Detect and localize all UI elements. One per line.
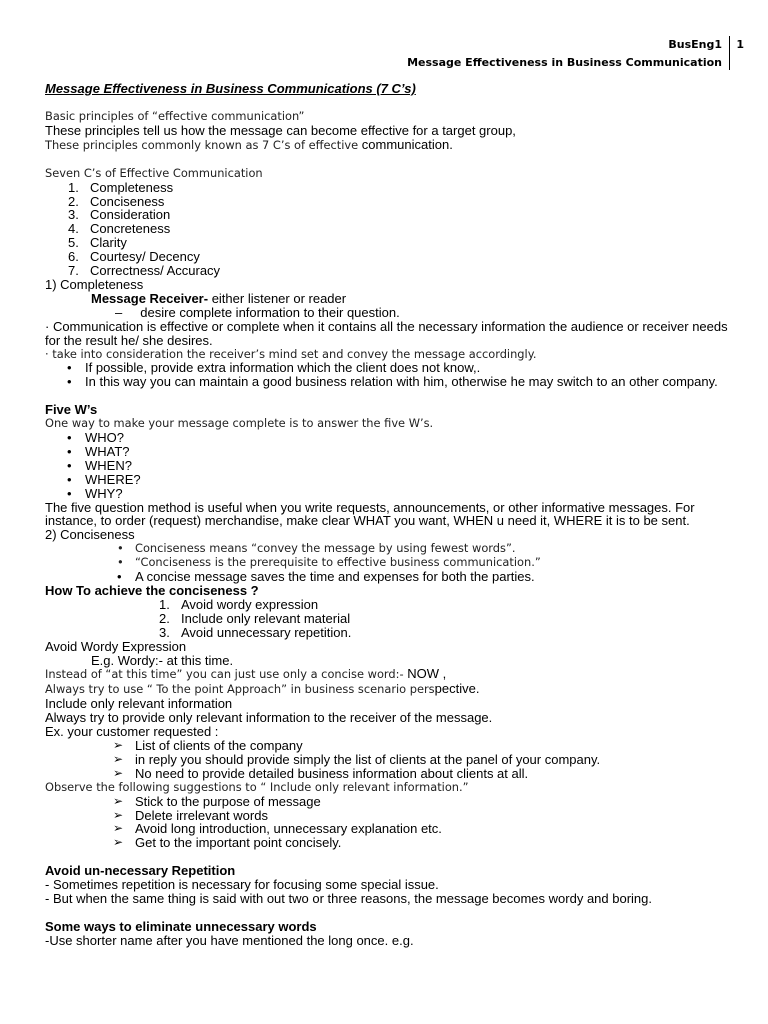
intro-line-2	[45, 138, 735, 153]
ex-list	[45, 739, 735, 781]
effective-para: · Communication is effective or complete when it contains all the necessary information the audience or receiver needs for the result he/ she desires.	[45, 318, 728, 348]
list-item: 2. Conciseness	[68, 193, 165, 209]
conciseness-heading: 2) Conciseness	[45, 527, 135, 543]
list-item: • WHY?	[85, 487, 735, 501]
list-item: 3. Consideration	[68, 207, 171, 223]
list-item: ➢ in reply you should provide simply the list of clients at the panel of your company.	[135, 753, 735, 767]
conciseness-bullets	[45, 542, 735, 584]
header-course: BusEng1	[668, 38, 722, 51]
list-item: • In this way you can maintain a good business relation with him, otherwise he may switch to an other company.	[85, 375, 735, 389]
how-heading: How To achieve the conciseness ?	[45, 583, 259, 598]
intro-line-2b: communication.	[358, 136, 453, 152]
include-heading: Include only relevant information	[45, 696, 233, 712]
list-item: ➢ Avoid long introduction, unnecessary explanation etc.	[135, 822, 735, 836]
intro-line-1: These principles tell us how the message can become effective for a target group,	[45, 122, 516, 138]
message-receiver: Message Receiver- either listener or reader	[91, 290, 347, 306]
document-title: Message Effectiveness in Business Communications (7 C’s)	[45, 81, 416, 96]
list-item: ➢ Delete irrelevant words	[135, 809, 735, 823]
list-item: 3. Avoid unnecessary repetition.	[159, 624, 352, 640]
five-ws-para: The five question method is useful when you write requests, announcements, or other informative messages. For instance, to order (request) merchandise, make clear WHAT you want, WHEN u need it, WHERE it is to be sent.	[45, 499, 695, 529]
list-item: ➢ No need to provide detailed business information about clients at all.	[135, 767, 735, 781]
list-item: 4. Concreteness	[68, 221, 171, 237]
list-item: • “Conciseness is the prerequisite to effective business communication.”	[135, 556, 735, 570]
repetition-line-1: - Sometimes repetition is necessary for focusing some special issue.	[45, 877, 439, 893]
list-item: • WHERE?	[85, 473, 735, 487]
list-item: ➢ Get to the important point concisely.	[135, 836, 735, 850]
list-item: ➢ Stick to the purpose of message	[135, 795, 735, 809]
include-para: Always try to provide only relevant information to the receiver of the message.	[45, 710, 493, 726]
list-item: • Conciseness means “convey the message by using fewest words”.	[135, 542, 735, 556]
avoid-wordy-heading: Avoid Wordy Expression	[45, 638, 187, 654]
eliminate-line-1: -Use shorter name after you have mentioned the long once. e.g.	[45, 932, 414, 948]
eliminate-heading: Some ways to eliminate unnecessary words	[45, 918, 317, 934]
header-divider	[729, 36, 730, 70]
list-item: 6. Courtesy/ Decency	[68, 249, 200, 265]
list-item: • WHAT?	[85, 445, 735, 459]
always-line: Always try to use “ To the point Approach” in business scenario perspective.	[45, 681, 480, 697]
mindset-line: · take into consideration the receiver’s mind set and convey the message accordingly.	[45, 346, 537, 361]
document-body	[45, 81, 735, 948]
five-ws-heading: Five W’s	[45, 402, 98, 418]
header-doc-title: Message Effectiveness in Business Communication	[407, 56, 722, 69]
list-item: 7. Correctness/ Accuracy	[68, 263, 221, 279]
list-item: • WHO?	[85, 431, 735, 445]
list-item: 1. Completeness	[68, 179, 174, 195]
completeness-bullets	[45, 361, 735, 389]
list-item: 5. Clarity	[68, 235, 127, 251]
instead-line: Instead of “at this time” you can just use only a concise word:- NOW ,	[45, 666, 447, 682]
how-list	[45, 598, 735, 640]
repetition-heading: Avoid un-necessary Repetition	[45, 863, 236, 879]
seven-cs-heading: Seven C’s of Effective Communication	[45, 165, 263, 180]
ex-line: Ex. your customer requested :	[45, 724, 219, 740]
list-item: • If possible, provide extra information which the client does not know,.	[85, 361, 735, 375]
five-ws-intro: One way to make your message complete is to answer the five W’s.	[45, 416, 434, 431]
completeness-heading: 1) Completeness	[45, 276, 144, 292]
observe-list	[45, 795, 735, 851]
basic-principles: Basic principles of “effective communication”	[45, 109, 305, 123]
list-item: 2. Include only relevant material	[159, 610, 351, 626]
page-header	[368, 36, 768, 70]
list-item: 1. Avoid wordy expression	[159, 596, 319, 612]
five-ws-list	[45, 431, 735, 501]
list-item: • WHEN?	[85, 459, 735, 473]
header-page-number: 1	[736, 38, 744, 51]
eg-line: E.g. Wordy:- at this time.	[91, 652, 234, 668]
repetition-line-2: - But when the same thing is said with out two or three reasons, the message becomes wordy and boring.	[45, 891, 652, 907]
list-item: • A concise message saves the time and expenses for both the parties.	[135, 570, 735, 584]
desire-line: – desire complete information to their question.	[115, 304, 400, 320]
observe-line: Observe the following suggestions to “ Include only relevant information.”	[45, 779, 469, 794]
header-text	[407, 36, 722, 72]
seven-cs-list	[45, 181, 735, 278]
list-item: ➢ List of clients of the company	[135, 739, 735, 753]
intro-line-2a: These principles commonly known as 7 C’s of effective	[45, 137, 359, 152]
